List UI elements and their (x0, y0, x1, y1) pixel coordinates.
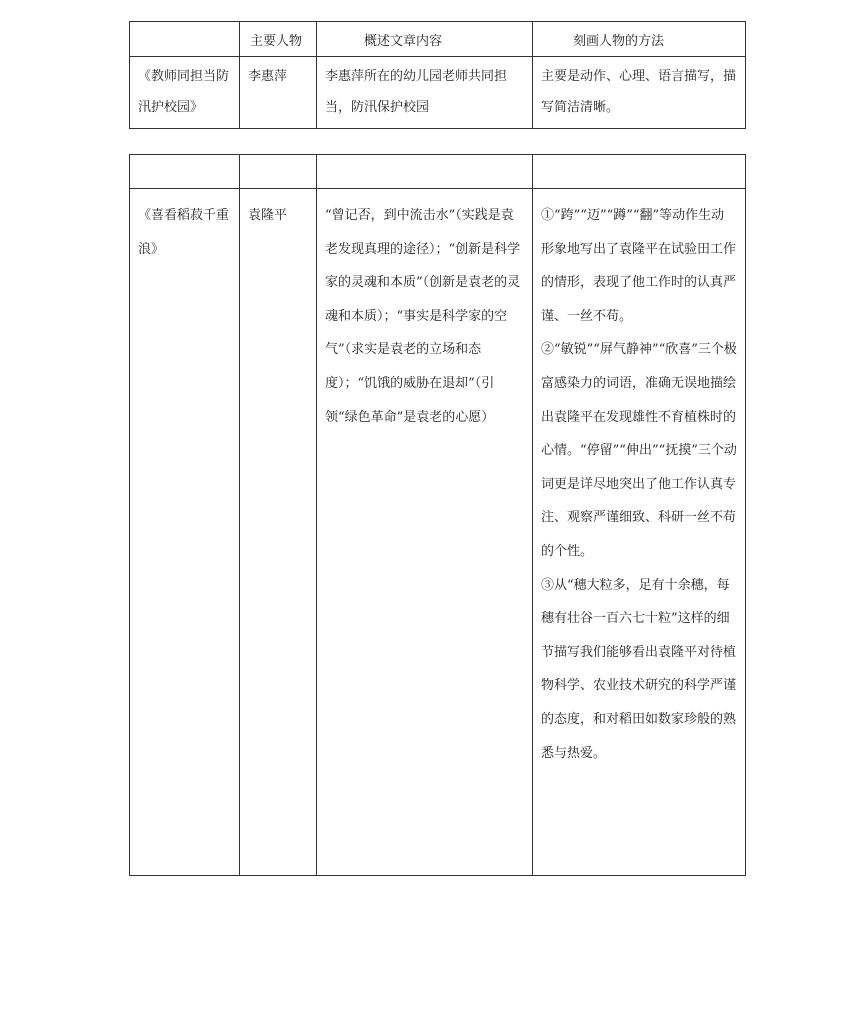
cell-summary: “曾记否，到中流击水”（实践是袁老发现真理的途径）；“创新是科学家的灵魂和本质”（创新是袁老的灵魂和本质）；“事实是科学家的空气”（求实是袁老的立场和态度）；“饥饿的威胁在退却”（引领“绿色革命”是袁老的心愿） (317, 189, 533, 876)
table-2 (129, 154, 746, 876)
table-2-header-row (130, 155, 746, 189)
cell-title: 《喜看稻菽千重浪》 (130, 189, 240, 876)
method-point-3: ③从“穗大粒多，足有十余穗，每穗有壮谷一百六七十粒”这样的细节描写我们能够看出袁隆平对待植物科学、农业技术研究的科学严谨的态度，和对稻田如数家珍般的熟悉与热爱。 (541, 577, 737, 761)
header-cell-blank (130, 155, 240, 189)
cell-title: 《教师同担当防汛护校园》 (130, 57, 240, 129)
header-cell-blank (130, 22, 240, 57)
header-method: 刻画人物的方法 (533, 22, 746, 57)
cell-method: 主要是动作、心理、语言描写，描写简洁清晰。 (533, 57, 746, 129)
table-1 (129, 21, 746, 129)
cell-person: 袁隆平 (240, 189, 317, 876)
cell-method (533, 189, 746, 876)
table-row (130, 189, 746, 876)
cell-summary: 李惠萍所在的幼儿园老师共同担当，防汛保护校园 (317, 57, 533, 129)
header-cell-blank (533, 155, 746, 189)
header-main-character: 主要人物 (240, 22, 317, 57)
header-cell-blank (317, 155, 533, 189)
table-1-header-row (130, 22, 746, 57)
method-point-2: ②“敏锐”“屏气静神”“欣喜”三个极富感染力的词语，准确无误地描绘出袁隆平在发现雄性不育植株时的心情。“停留”“伸出”“抚摸”三个动词更是详尽地突出了他工作认真专注、观察严谨细致、科研一丝不苟的个性。 (541, 342, 737, 559)
header-cell-blank (240, 155, 317, 189)
header-summary: 概述文章内容 (317, 22, 533, 57)
table-row (130, 57, 746, 129)
cell-person: 李惠萍 (240, 57, 317, 129)
method-point-1: ①“跨”“迈”“蹲”“翻”等动作生动形象地写出了袁隆平在试验田工作的情形，表现了他工作时的认真严谨、一丝不苟。 (541, 208, 737, 324)
